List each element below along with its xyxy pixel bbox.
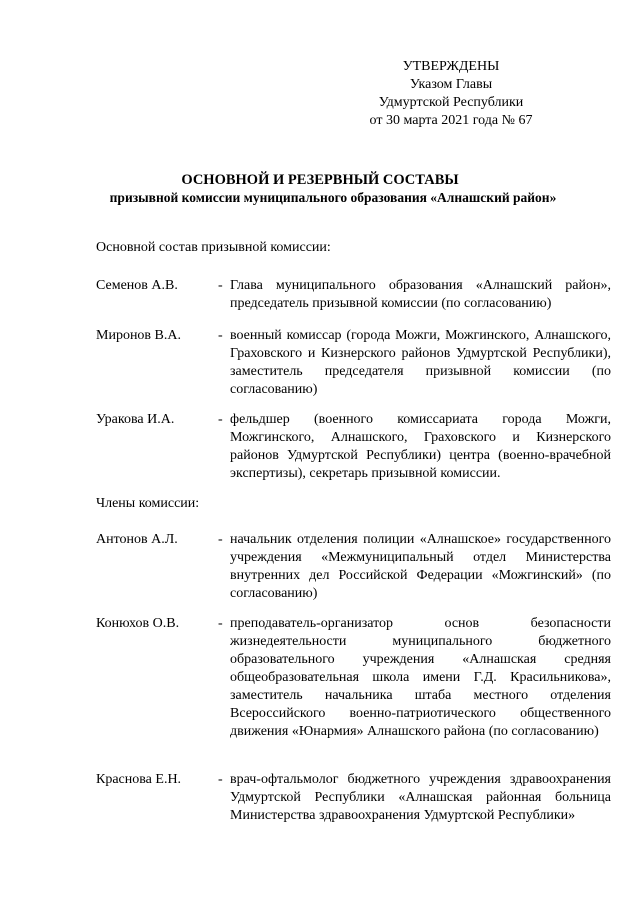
member-name: Краснова Е.Н. — [96, 772, 182, 787]
member-role: преподаватель-организатор основ безопасности жизнедеятельности муниципального бюджетного образовательного учреждения «Алнашская средняя общеобразовательная школа имени Г.Д. Красильникова», заместитель начальника штаба местного отделения Всероссийского военно-патриотического общественного движения «Юнармия» Алнашского района (по согласованию) — [230, 616, 611, 739]
member-role: врач-офтальмолог бюджетного учреждения здравоохранения Удмуртской Республики «Алнашская районная больница Министерства здравоохранения Удмуртской Республики» — [230, 772, 611, 823]
document-title: ОСНОВНОЙ И РЕЗЕРВНЫЙ СОСТАВЫ — [181, 172, 459, 188]
member-name: Конюхов О.В. — [96, 616, 180, 631]
member-dash: - — [218, 532, 223, 547]
member-role: начальник отделения полиции «Алнашское» государственного учреждения «Межмуниципальный отдел Министерства внутренних дел Российской Федерации «Можгинский» (по согласованию) — [230, 532, 611, 601]
member-name: Семенов А.В. — [96, 278, 178, 293]
member-role: фельдшер (военного комиссариата города Можги, Можгинского, Алнашского, Граховского и Кизнерского районов Удмуртской Республики) центра (военно-врачебной экспертизы), секретарь призывной комиссии. — [230, 412, 611, 481]
member-dash: - — [218, 412, 223, 427]
approval-line-4: от 30 марта 2021 года № 67 — [369, 113, 533, 128]
member-name: Антонов А.Л. — [96, 532, 178, 547]
main-composition-heading: Основной состав призывной комиссии: — [96, 240, 331, 255]
member-dash: - — [218, 278, 223, 293]
member-role: Глава муниципального образования «Алнашский район», председатель призывной комиссии (по согласованию) — [230, 278, 611, 311]
approval-block — [336, 58, 566, 130]
approval-line-1: УТВЕРЖДЕНЫ — [402, 59, 500, 74]
member-name: Уракова И.А. — [96, 412, 175, 427]
member-dash: - — [218, 328, 223, 343]
document-subtitle: призывной комиссии муниципального образования «Алнашский район» — [109, 190, 557, 205]
member-role: военный комиссар (города Можги, Можгинского, Алнашского, Граховского и Кизнерского районов Удмуртской Республики), заместитель председателя призывной комиссии (по согласованию) — [230, 328, 611, 397]
commission-members-heading: Члены комиссии: — [96, 496, 200, 511]
member-dash: - — [218, 616, 223, 631]
member-name: Миронов В.А. — [96, 328, 181, 343]
approval-line-3: Удмуртской Республики — [378, 95, 524, 110]
approval-line-2: Указом Главы — [409, 77, 493, 92]
member-dash: - — [218, 772, 223, 787]
